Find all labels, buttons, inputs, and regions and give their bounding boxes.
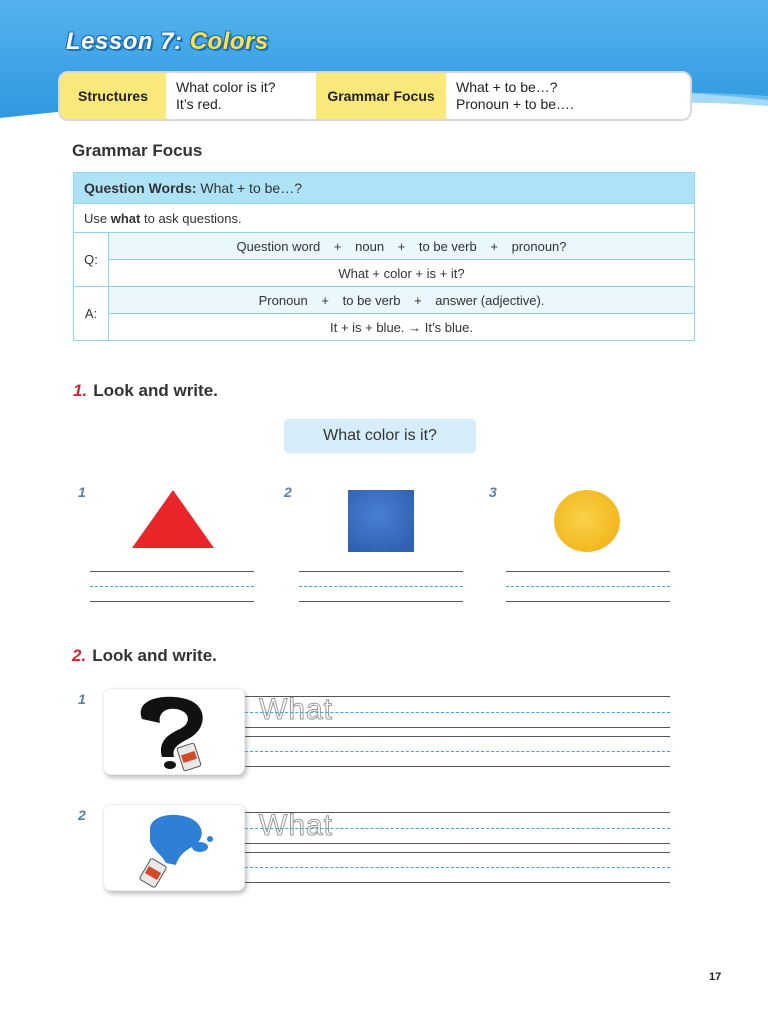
a2-w1: + (340, 319, 349, 335)
q-label: Q: (74, 233, 109, 287)
ex2-item-2-line-6[interactable] (245, 882, 670, 883)
grammar-focus-heading: Grammar Focus (72, 141, 203, 160)
page-number: 17 (709, 971, 722, 983)
q2-w4: is (426, 265, 437, 281)
ex2-item-1-line-4[interactable] (245, 736, 670, 737)
use-prefix: Use (84, 210, 108, 226)
exercise-2-heading (72, 646, 217, 666)
ex2-item-1-line-6[interactable] (245, 766, 670, 767)
a1-w1: + (321, 292, 329, 308)
black-paint-question-icon (104, 689, 244, 774)
q1-w6: pronoun? (511, 238, 567, 254)
yellow-circle-icon (552, 488, 622, 554)
a-label: A: (74, 287, 109, 341)
q1-w5: + (490, 238, 498, 254)
grammar-table (73, 172, 695, 341)
structures-line-1: What color is it? (176, 79, 276, 95)
blue-paint-splash-icon (104, 805, 244, 890)
ex2-item-2-number: 2 (78, 807, 86, 823)
structures-line-2: It’s red. (176, 96, 222, 112)
q1-w0: Question word (236, 238, 321, 254)
blue-square-icon (347, 489, 415, 553)
ex1-item-2-number: 2 (284, 484, 292, 500)
grammar-line-1: What + to be…? (456, 79, 558, 95)
table-title-bold: Question Words: (84, 180, 197, 196)
ex1-item-2-line-mid[interactable] (299, 586, 463, 587)
ex2-item-1-card (103, 688, 245, 775)
ex2-item-2-trace-word: What (259, 809, 334, 842)
a2-w3: + (365, 319, 373, 335)
q1-w4: to be verb (418, 238, 477, 254)
table-title (74, 173, 695, 204)
a2-w2: is (352, 319, 362, 335)
use-bold: what (110, 210, 141, 226)
exercise-2-number: 2. (72, 646, 87, 665)
use-suffix: to ask questions. (144, 210, 242, 226)
q2-w0: What (338, 265, 369, 281)
q-row-1 (109, 233, 695, 260)
ex1-item-1-line-bottom[interactable] (90, 601, 254, 602)
lesson-topic: Colors (189, 28, 269, 55)
q2-w2: color (383, 265, 412, 281)
table-title-rest: What + to be…? (200, 180, 302, 196)
q1-w1: + (333, 238, 342, 254)
red-triangle-icon (130, 488, 216, 550)
a1-w2: to be verb (342, 292, 401, 308)
q2-w6: it? (450, 265, 465, 281)
ex1-item-1-line-mid[interactable] (90, 586, 254, 587)
exercise-1-title: Look and write. (93, 381, 218, 400)
a1-w3: + (414, 292, 422, 308)
ex1-item-3-line-mid[interactable] (506, 586, 670, 587)
ex2-item-2-line-2[interactable] (245, 828, 670, 829)
ex2-item-1-line-2[interactable] (245, 712, 670, 713)
a-row-1 (109, 287, 695, 314)
structures-box (58, 71, 692, 121)
ex2-item-1-line-1[interactable] (245, 696, 670, 697)
a2-w4: blue. (376, 319, 405, 335)
q2-w1: + (372, 265, 380, 281)
a2-w6: It’s blue. (424, 319, 473, 335)
use-what-row (74, 204, 695, 233)
grammar-focus-text (446, 73, 690, 119)
ex2-item-2-line-4[interactable] (245, 852, 670, 853)
ex2-item-1-line-3[interactable] (245, 727, 670, 728)
a1-w4: answer (adjective). (435, 292, 545, 308)
ex1-item-2-line-top[interactable] (299, 571, 463, 572)
grammar-focus-label: Grammar Focus (316, 73, 446, 119)
lesson-title (66, 28, 269, 56)
ex1-item-1-line-top[interactable] (90, 571, 254, 572)
a-row-2 (109, 314, 695, 341)
q2-w3: + (415, 265, 423, 281)
ex1-item-3-number: 3 (489, 484, 497, 500)
structures-label: Structures (60, 73, 166, 119)
q-row-2 (109, 260, 695, 287)
q1-w3: + (397, 238, 406, 254)
ex1-item-2-line-bottom[interactable] (299, 601, 463, 602)
ex2-item-2-card (103, 804, 245, 891)
lesson-prefix: Lesson 7: (66, 28, 183, 55)
q1-w2: noun (355, 238, 385, 254)
structures-text (166, 73, 316, 119)
ex2-item-1-line-5[interactable] (245, 751, 670, 752)
ex1-item-3-line-top[interactable] (506, 571, 670, 572)
ex2-item-2-line-1[interactable] (245, 812, 670, 813)
ex1-item-1-number: 1 (78, 484, 86, 500)
ex2-item-2-line-3[interactable] (245, 843, 670, 844)
exercise-2-title: Look and write. (92, 646, 217, 665)
exercise-1-heading (73, 381, 218, 401)
grammar-line-2: Pronoun + to be…. (456, 96, 574, 112)
exercise-1-number: 1. (73, 381, 88, 400)
ex2-item-2-line-5[interactable] (245, 867, 670, 868)
a2-w0: It (330, 319, 338, 335)
prompt-box: What color is it? (284, 419, 476, 453)
ex2-item-1-trace-word: What (259, 693, 334, 726)
q2-w5: + (439, 265, 448, 281)
a2-w5: → (408, 319, 422, 335)
ex1-item-3-line-bottom[interactable] (506, 601, 670, 602)
a1-w0: Pronoun (258, 292, 308, 308)
ex2-item-1-number: 1 (78, 691, 86, 707)
